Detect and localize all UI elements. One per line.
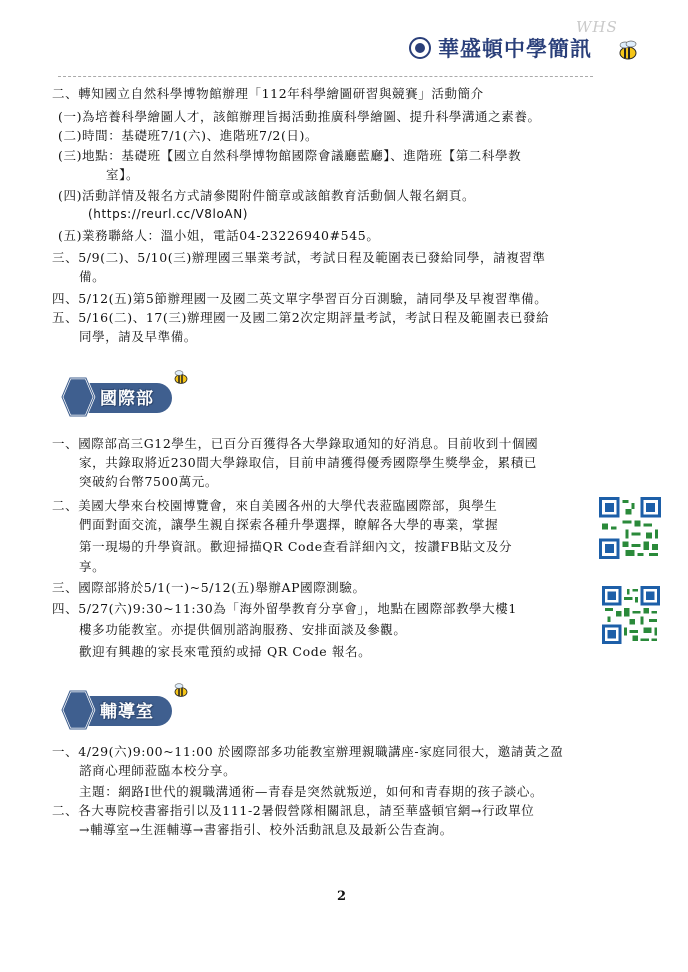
qr-code-registration[interactable] bbox=[602, 586, 660, 644]
watermark-logo: WHS bbox=[576, 18, 618, 36]
qr-code-fb-post[interactable] bbox=[599, 497, 661, 559]
sub-item: (四)活動詳情及報名方式請參閱附件簡章或該館教育活動個人報名網頁。 bbox=[58, 188, 476, 203]
sub-item: (五)業務聯絡人：溫小姐，電話04-23226940#545。 bbox=[58, 228, 380, 243]
list-item-cont: 諮商心理師蒞臨本校分享。 bbox=[79, 763, 237, 778]
newsletter-title: 華盛頓中學簡訊 bbox=[438, 37, 592, 61]
bee-icon bbox=[172, 682, 190, 698]
list-item: 四、5/27(六)9:30~11:30為「海外留學教育分享會」，地點在國際部教學大樓1 bbox=[52, 601, 517, 616]
list-item: 四、5/12(五)第5節辦理國一及國二英文單字學習百分百測驗，請同學及早複習準備。 bbox=[52, 291, 548, 306]
counsel-section-title: 輔導室 bbox=[100, 702, 154, 722]
list-item-cont: 享。 bbox=[79, 559, 106, 574]
counsel-section-banner bbox=[48, 688, 178, 732]
list-item-cont: 備。 bbox=[79, 269, 106, 284]
list-item: 五、5/16(二)、17(三)辦理國一及國二第2次定期評量考試，考試日程及範圍表已發給 bbox=[52, 310, 550, 325]
list-item: 二、各大專院校書審指引以及111-2暑假營隊相關訊息，請至華盛頓官網→行政單位 bbox=[52, 803, 535, 818]
intl-section-banner bbox=[48, 375, 178, 419]
sub-item: (一)為培養科學繪圖人才，該館辦理旨揭活動推廣科學繪圖、提升科學溝通之素養。 bbox=[58, 109, 541, 124]
list-item-cont: 突破約台幣7500萬元。 bbox=[79, 474, 219, 489]
list-item-cont: 主題：網路I世代的親職溝通術—青春是突然就叛逆，如何和青春期的孩子談心。 bbox=[79, 784, 544, 799]
sub-item-cont: 室】。 bbox=[106, 167, 140, 182]
list-item-cont: 家，共錄取將近230間大學錄取信，目前申請獲得優秀國際學生獎學金，累積已 bbox=[79, 455, 537, 470]
list-item-cont: →輔導室→生涯輔導→書審指引、校外活動訊息及最新公告查詢。 bbox=[79, 822, 453, 837]
bee-icon bbox=[172, 369, 190, 385]
list-item: 三、國際部將於5/1(一)~5/12(五)舉辦AP國際測驗。 bbox=[52, 580, 366, 595]
item-2-heading: 二、轉知國立自然科學博物館辦理「112年科學繪圖研習與競賽」活動簡介 bbox=[52, 86, 484, 101]
school-emblem-icon bbox=[409, 37, 431, 59]
list-item: 三、5/9(二)、5/10(三)辦理國三畢業考試，考試日程及範圍表已發給同學，請複習準 bbox=[52, 250, 546, 265]
page-number: 2 bbox=[337, 889, 347, 904]
list-item-cont: 同學，請及早準備。 bbox=[79, 329, 197, 344]
header-divider bbox=[58, 76, 593, 77]
list-item: 二、美國大學來台校園博覽會，來自美國各州的大學代表蒞臨國際部，與學生 bbox=[52, 498, 498, 513]
list-item-cont: 第一現場的升學資訊。歡迎掃描QR Code查看詳細內文，按讚FB貼文及分 bbox=[79, 539, 513, 554]
bee-icon bbox=[616, 40, 640, 62]
list-item-cont: 樓多功能教室。亦提供個別諮詢服務、安排面談及參觀。 bbox=[79, 622, 407, 637]
sub-item: (三)地點：基礎班【國立自然科學博物館國際會議廳藍廳】、進階班【第二科學教 bbox=[58, 148, 522, 163]
newsletter-header bbox=[0, 0, 688, 80]
list-item-cont: 歡迎有興趣的家長來電預約或掃 QR Code 報名。 bbox=[79, 644, 372, 659]
intl-section-title: 國際部 bbox=[100, 389, 154, 409]
list-item: 一、國際部高三G12學生，已百分百獲得各大學錄取通知的好消息。目前收到十個國 bbox=[52, 436, 539, 451]
sub-item: (二)時間：基礎班7/1(六)、進階班7/2(日)。 bbox=[58, 128, 319, 143]
list-item-cont: 們面對面交流，讓學生親自探索各種升學選擇，瞭解各大學的專業，掌握 bbox=[79, 517, 499, 532]
event-url-link[interactable]: (https://reurl.cc/V8loAN) bbox=[88, 207, 249, 221]
list-item: 一、4/29(六)9:00~11:00 於國際部多功能教室辦理親職講座-家庭同很大，邀請黃之盈 bbox=[52, 744, 564, 759]
